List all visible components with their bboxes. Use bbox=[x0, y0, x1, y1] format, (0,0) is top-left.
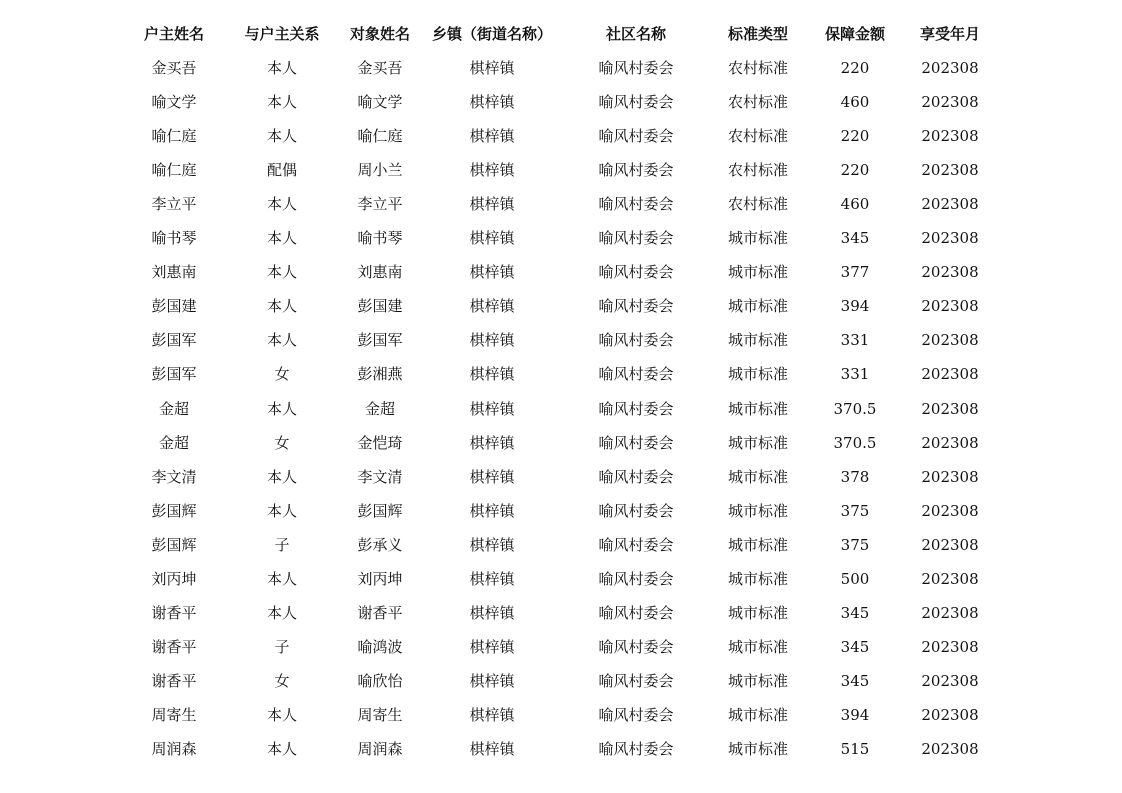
recipient-name-cell: 彭湘燕 bbox=[357, 365, 403, 384]
table-row bbox=[0, 392, 1122, 426]
month-cell: 202308 bbox=[921, 501, 979, 520]
township-cell: 棋梓镇 bbox=[469, 535, 515, 554]
table-row bbox=[0, 255, 1122, 289]
amount-cell: 345 bbox=[840, 671, 870, 690]
householder-name-cell: 谢香平 bbox=[151, 637, 197, 656]
community-cell: 喻风村委会 bbox=[598, 467, 674, 486]
recipient-name-cell: 周润森 bbox=[357, 740, 403, 758]
relationship-cell: 本人 bbox=[266, 331, 297, 350]
month-cell: 202308 bbox=[921, 195, 979, 214]
table-row bbox=[0, 323, 1122, 357]
month-cell: 202308 bbox=[921, 297, 979, 316]
header-community: 社区名称 bbox=[605, 25, 666, 43]
householder-name-cell: 喻文学 bbox=[151, 93, 197, 112]
standard-type-cell: 农村标准 bbox=[727, 93, 788, 112]
recipient-name-cell: 彭国建 bbox=[357, 297, 403, 316]
month-cell: 202308 bbox=[921, 433, 979, 452]
recipient-name-cell: 周小兰 bbox=[357, 161, 403, 180]
recipient-name-cell: 喻文学 bbox=[357, 93, 403, 112]
amount-cell: 370.5 bbox=[833, 433, 877, 452]
month-cell: 202308 bbox=[921, 229, 979, 248]
recipient-name-cell: 喻鸿波 bbox=[357, 637, 403, 656]
relationship-cell: 本人 bbox=[266, 705, 297, 724]
township-cell: 棋梓镇 bbox=[469, 637, 515, 656]
standard-type-cell: 农村标准 bbox=[727, 127, 788, 146]
amount-cell: 460 bbox=[840, 195, 870, 214]
relationship-cell: 本人 bbox=[266, 569, 297, 588]
relationship-cell: 女 bbox=[274, 671, 290, 690]
recipient-name-cell: 彭国军 bbox=[357, 331, 403, 350]
month-cell: 202308 bbox=[921, 127, 979, 146]
standard-type-cell: 城市标准 bbox=[727, 569, 788, 588]
relationship-cell: 本人 bbox=[266, 297, 297, 316]
householder-name-cell: 李立平 bbox=[151, 195, 197, 214]
recipient-name-cell: 李文清 bbox=[357, 467, 403, 486]
householder-name-cell: 彭国军 bbox=[151, 365, 197, 384]
month-cell: 202308 bbox=[921, 671, 979, 690]
table-row bbox=[0, 528, 1122, 562]
standard-type-cell: 城市标准 bbox=[727, 705, 788, 724]
month-cell: 202308 bbox=[921, 569, 979, 588]
community-cell: 喻风村委会 bbox=[598, 161, 674, 180]
standard-type-cell: 城市标准 bbox=[727, 365, 788, 384]
table-row bbox=[0, 426, 1122, 460]
relationship-cell: 子 bbox=[274, 637, 290, 656]
community-cell: 喻风村委会 bbox=[598, 603, 674, 622]
relationship-cell: 本人 bbox=[266, 263, 297, 282]
amount-cell: 394 bbox=[840, 297, 870, 316]
relationship-cell: 本人 bbox=[266, 229, 297, 248]
recipient-name-cell: 喻书琴 bbox=[357, 229, 403, 248]
community-cell: 喻风村委会 bbox=[598, 297, 674, 316]
recipient-name-cell: 刘丙坤 bbox=[357, 569, 403, 588]
householder-name-cell: 金超 bbox=[158, 433, 189, 452]
month-cell: 202308 bbox=[921, 637, 979, 656]
householder-name-cell: 金超 bbox=[158, 399, 189, 418]
householder-name-cell: 喻仁庭 bbox=[151, 127, 197, 146]
relationship-cell: 本人 bbox=[266, 399, 297, 418]
recipient-name-cell: 金恺琦 bbox=[357, 433, 403, 452]
township-cell: 棋梓镇 bbox=[469, 705, 515, 724]
amount-cell: 515 bbox=[840, 740, 870, 758]
relationship-cell: 本人 bbox=[266, 93, 297, 112]
standard-type-cell: 城市标准 bbox=[727, 399, 788, 418]
standard-type-cell: 农村标准 bbox=[727, 161, 788, 180]
month-cell: 202308 bbox=[921, 535, 979, 554]
amount-cell: 375 bbox=[840, 501, 870, 520]
householder-name-cell: 喻书琴 bbox=[151, 229, 197, 248]
table-row bbox=[0, 51, 1122, 85]
amount-cell: 378 bbox=[840, 467, 870, 486]
township-cell: 棋梓镇 bbox=[469, 59, 515, 77]
householder-name-cell: 谢香平 bbox=[151, 671, 197, 690]
township-cell: 棋梓镇 bbox=[469, 195, 515, 214]
standard-type-cell: 城市标准 bbox=[727, 603, 788, 622]
township-cell: 棋梓镇 bbox=[469, 161, 515, 180]
householder-name-cell: 李文清 bbox=[151, 467, 197, 486]
community-cell: 喻风村委会 bbox=[598, 59, 674, 77]
amount-cell: 331 bbox=[840, 331, 870, 350]
community-cell: 喻风村委会 bbox=[598, 229, 674, 248]
table-row bbox=[0, 289, 1122, 323]
relationship-cell: 配偶 bbox=[266, 161, 297, 180]
township-cell: 棋梓镇 bbox=[469, 467, 515, 486]
standard-type-cell: 城市标准 bbox=[727, 263, 788, 282]
community-cell: 喻风村委会 bbox=[598, 740, 674, 758]
relationship-cell: 女 bbox=[274, 365, 290, 384]
header-recipient-name: 对象姓名 bbox=[349, 25, 410, 43]
table-row bbox=[0, 85, 1122, 119]
table-row bbox=[0, 187, 1122, 221]
table-row bbox=[0, 732, 1122, 766]
standard-type-cell: 城市标准 bbox=[727, 229, 788, 248]
recipient-name-cell: 刘惠南 bbox=[357, 263, 403, 282]
table-header-row bbox=[0, 17, 1122, 51]
month-cell: 202308 bbox=[921, 603, 979, 622]
amount-cell: 370.5 bbox=[833, 399, 877, 418]
householder-name-cell: 彭国建 bbox=[151, 297, 197, 316]
township-cell: 棋梓镇 bbox=[469, 127, 515, 146]
community-cell: 喻风村委会 bbox=[598, 501, 674, 520]
township-cell: 棋梓镇 bbox=[469, 229, 515, 248]
standard-type-cell: 城市标准 bbox=[727, 740, 788, 758]
month-cell: 202308 bbox=[921, 59, 979, 77]
community-cell: 喻风村委会 bbox=[598, 263, 674, 282]
householder-name-cell: 彭国辉 bbox=[151, 501, 197, 520]
recipient-name-cell: 喻欣怡 bbox=[357, 671, 403, 690]
householder-name-cell: 刘惠南 bbox=[151, 263, 197, 282]
relationship-cell: 本人 bbox=[266, 603, 297, 622]
householder-name-cell: 彭国辉 bbox=[151, 535, 197, 554]
header-amount: 保障金额 bbox=[824, 25, 885, 43]
relationship-cell: 本人 bbox=[266, 467, 297, 486]
community-cell: 喻风村委会 bbox=[598, 93, 674, 112]
table-row bbox=[0, 562, 1122, 596]
amount-cell: 220 bbox=[840, 127, 870, 146]
table-row bbox=[0, 153, 1122, 187]
header-township: 乡镇（街道名称） bbox=[431, 25, 552, 43]
township-cell: 棋梓镇 bbox=[469, 569, 515, 588]
community-cell: 喻风村委会 bbox=[598, 433, 674, 452]
amount-cell: 220 bbox=[840, 59, 870, 77]
community-cell: 喻风村委会 bbox=[598, 195, 674, 214]
township-cell: 棋梓镇 bbox=[469, 501, 515, 520]
relationship-cell: 女 bbox=[274, 433, 290, 452]
householder-name-cell: 周润森 bbox=[151, 740, 197, 758]
standard-type-cell: 城市标准 bbox=[727, 501, 788, 520]
month-cell: 202308 bbox=[921, 263, 979, 282]
recipient-name-cell: 彭国辉 bbox=[357, 501, 403, 520]
householder-name-cell: 刘丙坤 bbox=[151, 569, 197, 588]
table-row bbox=[0, 357, 1122, 391]
community-cell: 喻风村委会 bbox=[598, 365, 674, 384]
month-cell: 202308 bbox=[921, 399, 979, 418]
amount-cell: 345 bbox=[840, 637, 870, 656]
header-householder-name: 户主姓名 bbox=[143, 25, 204, 43]
month-cell: 202308 bbox=[921, 705, 979, 724]
table-row bbox=[0, 221, 1122, 255]
table-row bbox=[0, 596, 1122, 630]
amount-cell: 220 bbox=[840, 161, 870, 180]
month-cell: 202308 bbox=[921, 331, 979, 350]
month-cell: 202308 bbox=[921, 467, 979, 486]
standard-type-cell: 城市标准 bbox=[727, 535, 788, 554]
township-cell: 棋梓镇 bbox=[469, 671, 515, 690]
relationship-cell: 本人 bbox=[266, 59, 297, 77]
amount-cell: 345 bbox=[840, 229, 870, 248]
table-row bbox=[0, 494, 1122, 528]
amount-cell: 377 bbox=[840, 263, 870, 282]
township-cell: 棋梓镇 bbox=[469, 365, 515, 384]
community-cell: 喻风村委会 bbox=[598, 331, 674, 350]
householder-name-cell: 喻仁庭 bbox=[151, 161, 197, 180]
township-cell: 棋梓镇 bbox=[469, 263, 515, 282]
month-cell: 202308 bbox=[921, 740, 979, 758]
recipient-name-cell: 谢香平 bbox=[357, 603, 403, 622]
relationship-cell: 本人 bbox=[266, 501, 297, 520]
relationship-cell: 本人 bbox=[266, 740, 297, 758]
standard-type-cell: 城市标准 bbox=[727, 671, 788, 690]
recipient-name-cell: 喻仁庭 bbox=[357, 127, 403, 146]
amount-cell: 500 bbox=[840, 569, 870, 588]
relationship-cell: 本人 bbox=[266, 127, 297, 146]
header-standard-type: 标准类型 bbox=[727, 25, 788, 43]
amount-cell: 394 bbox=[840, 705, 870, 724]
standard-type-cell: 城市标准 bbox=[727, 433, 788, 452]
recipient-name-cell: 金超 bbox=[364, 399, 395, 418]
table-row bbox=[0, 664, 1122, 698]
relationship-cell: 本人 bbox=[266, 195, 297, 214]
amount-cell: 375 bbox=[840, 535, 870, 554]
recipient-name-cell: 周寄生 bbox=[357, 705, 403, 724]
community-cell: 喻风村委会 bbox=[598, 671, 674, 690]
community-cell: 喻风村委会 bbox=[598, 127, 674, 146]
township-cell: 棋梓镇 bbox=[469, 297, 515, 316]
householder-name-cell: 谢香平 bbox=[151, 603, 197, 622]
relationship-cell: 子 bbox=[274, 535, 290, 554]
header-relationship: 与户主关系 bbox=[244, 25, 320, 43]
community-cell: 喻风村委会 bbox=[598, 637, 674, 656]
month-cell: 202308 bbox=[921, 93, 979, 112]
householder-name-cell: 金买吾 bbox=[151, 59, 197, 77]
community-cell: 喻风村委会 bbox=[598, 535, 674, 554]
amount-cell: 460 bbox=[840, 93, 870, 112]
township-cell: 棋梓镇 bbox=[469, 603, 515, 622]
amount-cell: 331 bbox=[840, 365, 870, 384]
community-cell: 喻风村委会 bbox=[598, 705, 674, 724]
householder-name-cell: 彭国军 bbox=[151, 331, 197, 350]
month-cell: 202308 bbox=[921, 365, 979, 384]
table-row bbox=[0, 698, 1122, 732]
table-row bbox=[0, 460, 1122, 494]
standard-type-cell: 城市标准 bbox=[727, 467, 788, 486]
standard-type-cell: 城市标准 bbox=[727, 297, 788, 316]
township-cell: 棋梓镇 bbox=[469, 399, 515, 418]
standard-type-cell: 城市标准 bbox=[727, 331, 788, 350]
month-cell: 202308 bbox=[921, 161, 979, 180]
township-cell: 棋梓镇 bbox=[469, 740, 515, 758]
recipient-name-cell: 李立平 bbox=[357, 195, 403, 214]
township-cell: 棋梓镇 bbox=[469, 433, 515, 452]
community-cell: 喻风村委会 bbox=[598, 569, 674, 588]
standard-type-cell: 农村标准 bbox=[727, 59, 788, 77]
community-cell: 喻风村委会 bbox=[598, 399, 674, 418]
recipient-name-cell: 金买吾 bbox=[357, 59, 403, 77]
amount-cell: 345 bbox=[840, 603, 870, 622]
header-month: 享受年月 bbox=[919, 25, 980, 43]
township-cell: 棋梓镇 bbox=[469, 331, 515, 350]
standard-type-cell: 农村标准 bbox=[727, 195, 788, 214]
standard-type-cell: 城市标准 bbox=[727, 637, 788, 656]
householder-name-cell: 周寄生 bbox=[151, 705, 197, 724]
recipient-name-cell: 彭承义 bbox=[357, 535, 403, 554]
table-row bbox=[0, 119, 1122, 153]
township-cell: 棋梓镇 bbox=[469, 93, 515, 112]
table-row bbox=[0, 630, 1122, 664]
